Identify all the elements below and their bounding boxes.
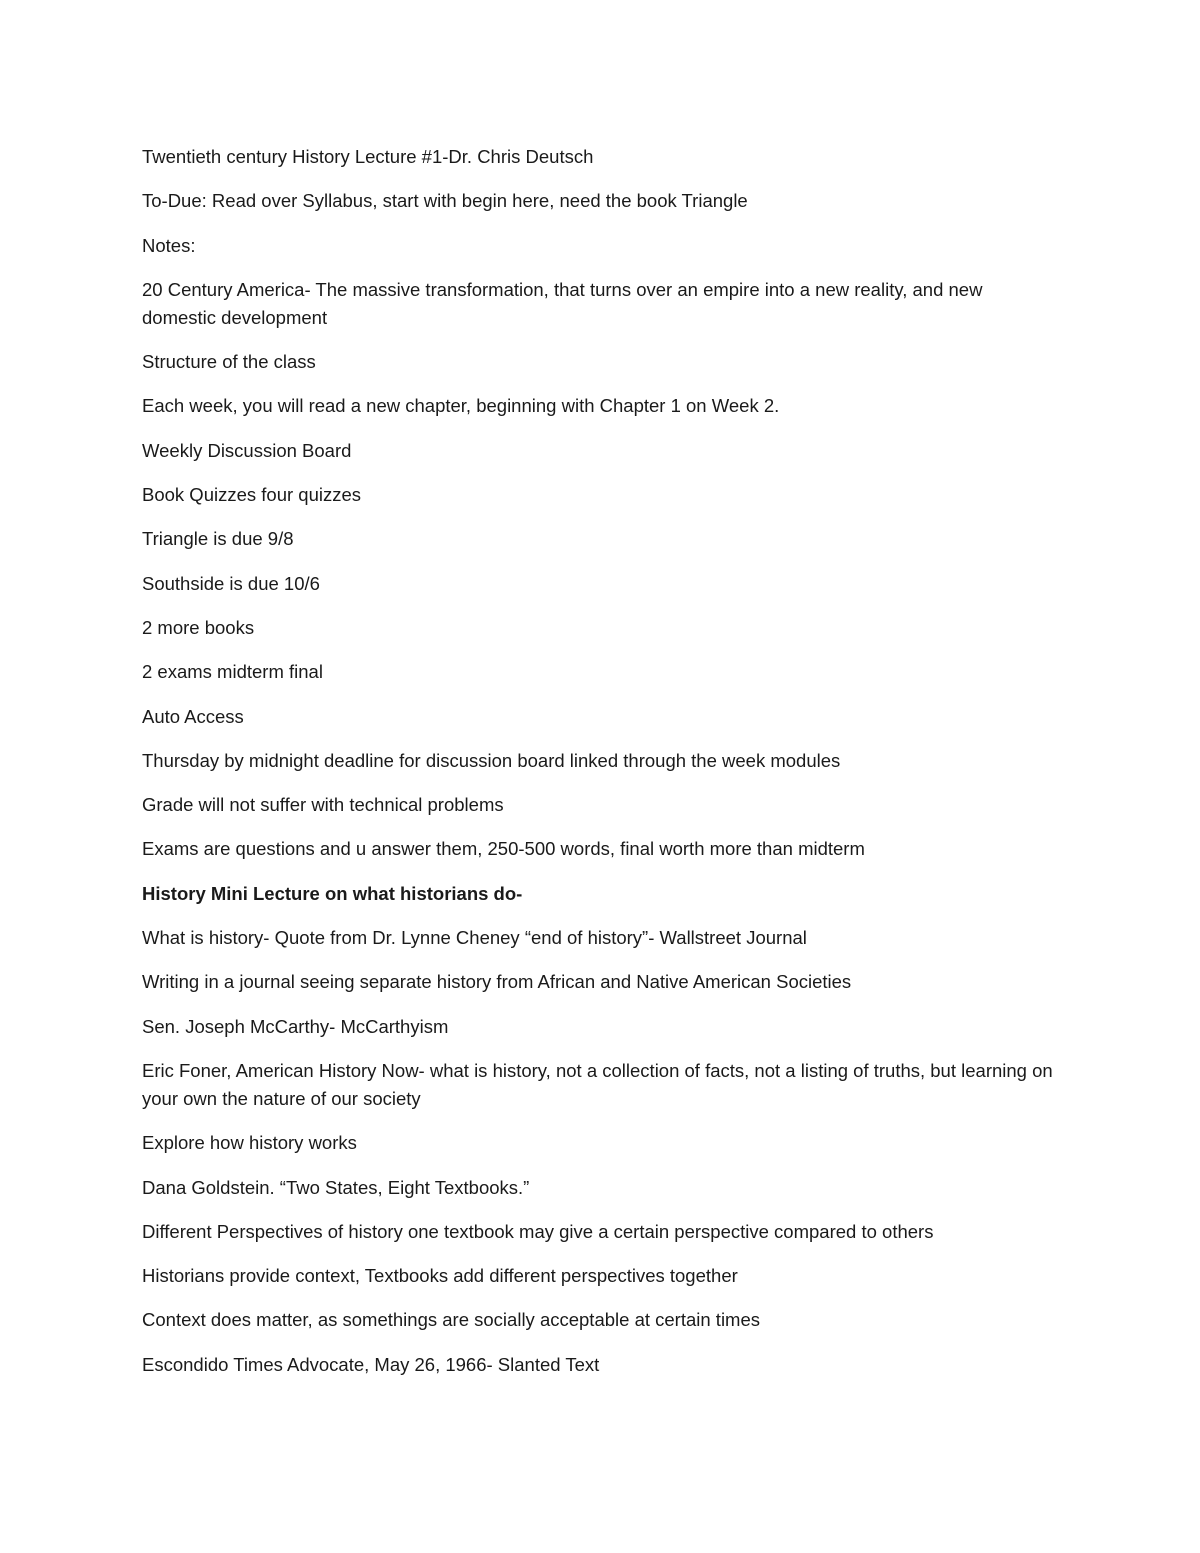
structure-item: Exams are questions and u answer them, 250-500 words, final worth more than midterm [142,838,865,860]
mini-lecture-item: Historians provide context, Textbooks add different perspectives together [142,1265,738,1287]
structure-item: Each week, you will read a new chapter, beginning with Chapter 1 on Week 2. [142,395,780,417]
structure-item: Thursday by midnight deadline for discussion board linked through the week modules [142,749,841,771]
mini-lecture-item: What is history- Quote from Dr. Lynne Cheney “end of history”- Wallstreet Journal [142,927,807,949]
structure-item: Triangle is due 9/8 [142,528,294,550]
todo-line: To-Due: Read over Syllabus, start with begin here, need the book Triangle [142,190,748,212]
mini-lecture-item: Different Perspectives of history one textbook may give a certain perspective compared to others [142,1220,934,1242]
structure-heading: Structure of the class [142,351,316,373]
structure-item: Grade will not suffer with technical problems [142,794,504,816]
mini-lecture-item: Eric Foner, American History Now- what is history, not a collection of facts, not a listing of truths, but learning on your own the nature of our society [142,1059,1053,1109]
mini-lecture-item: Explore how history works [142,1132,357,1154]
structure-item: Book Quizzes four quizzes [142,484,362,506]
document-body [142,143,1057,1395]
notes-label: Notes: [142,234,196,256]
structure-item: Southside is due 10/6 [142,572,320,594]
mini-lecture-item: Escondido Times Advocate, May 26, 1966- Slanted Text [142,1353,600,1375]
mini-lecture-item: Sen. Joseph McCarthy- McCarthyism [142,1015,449,1037]
mini-lecture-item: Writing in a journal seeing separate history from African and Native American Societies [142,971,852,993]
mini-lecture-item: Context does matter, as somethings are socially acceptable at certain times [142,1309,760,1331]
mini-lecture-item: Dana Goldstein. “Two States, Eight Textbooks.” [142,1176,530,1198]
structure-item: Auto Access [142,705,244,727]
document-title: Twentieth century History Lecture #1-Dr. Chris Deutsch [142,146,594,167]
structure-item: 2 exams midterm final [142,661,323,683]
intro-paragraph: 20 Century America- The massive transformation, that turns over an empire into a new reality, and new domestic development [142,278,983,328]
structure-item: Weekly Discussion Board [142,439,352,461]
structure-item: 2 more books [142,616,255,638]
mini-lecture-heading: History Mini Lecture on what historians do- [142,882,523,904]
